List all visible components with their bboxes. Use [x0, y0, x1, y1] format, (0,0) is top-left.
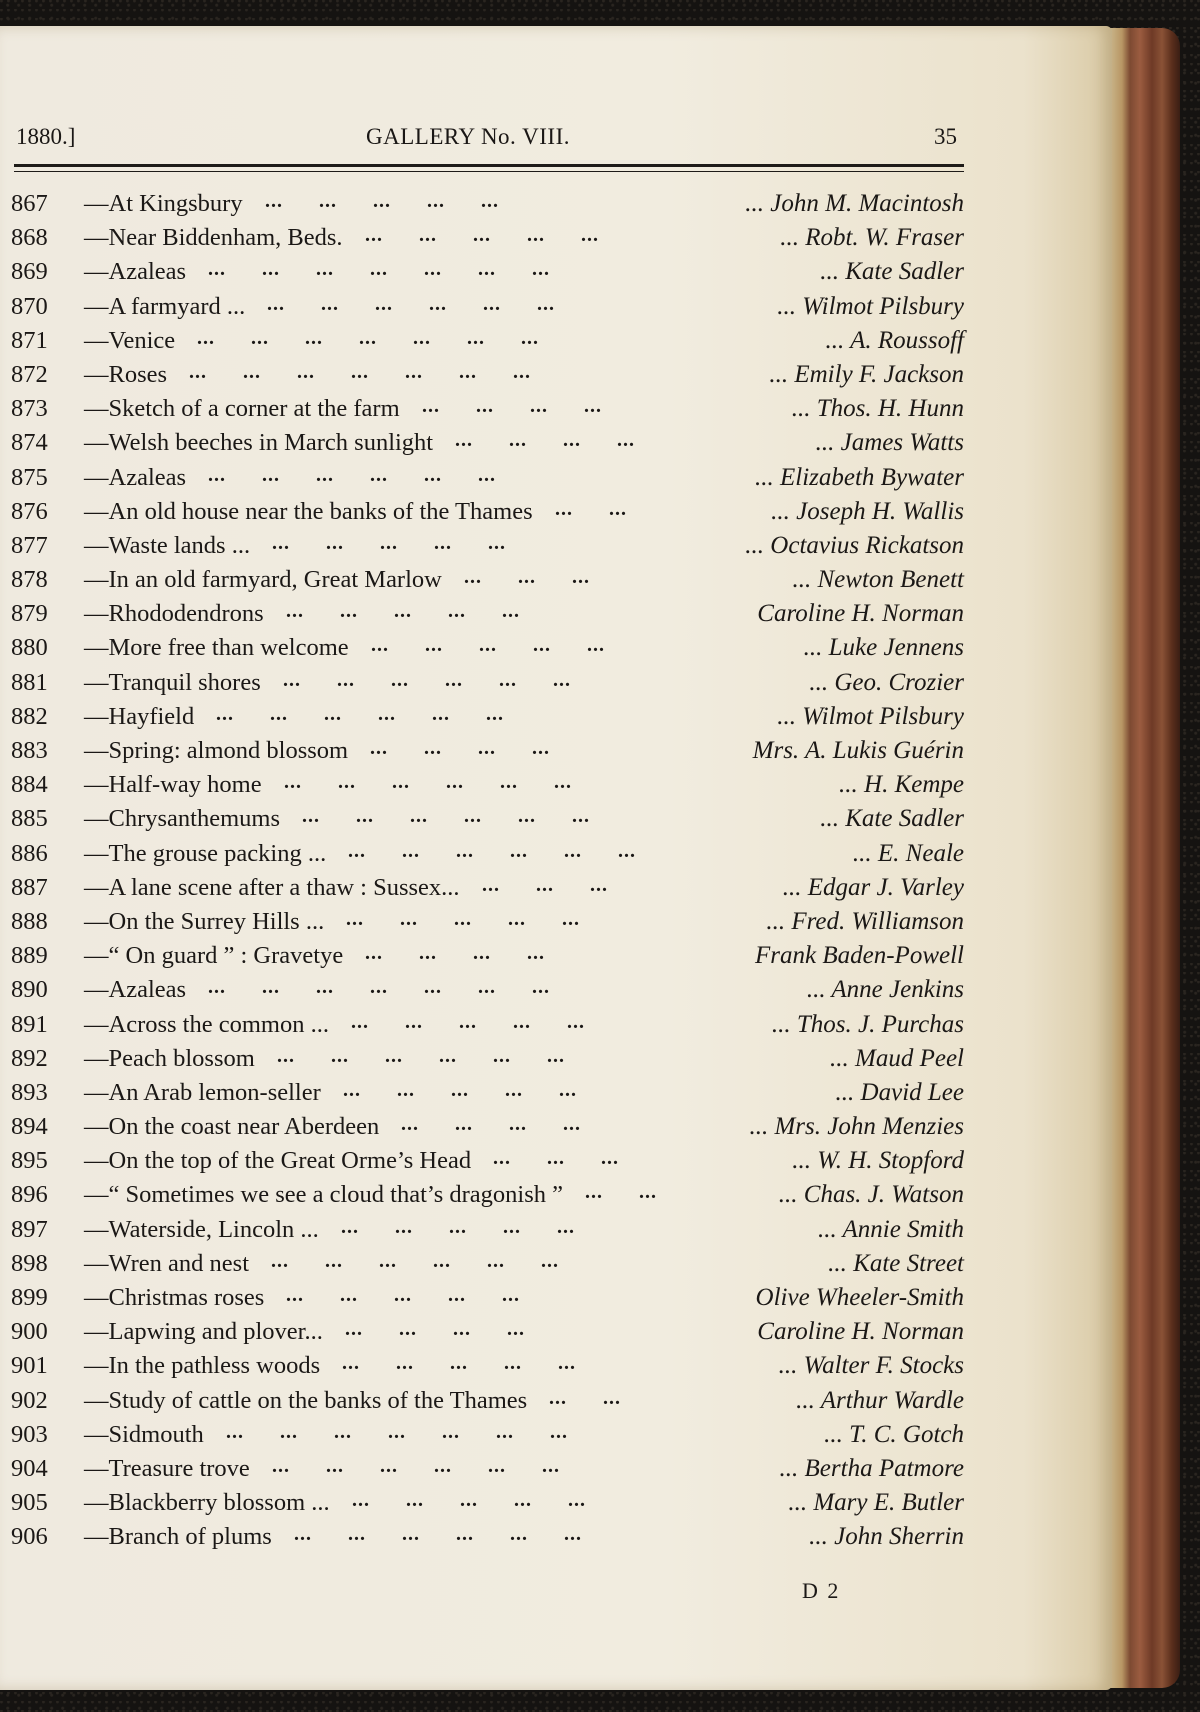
entry-number: 877 [11, 531, 48, 559]
leader-dots: ... ... ... ... ... ... [267, 292, 555, 315]
entry-number: 878 [11, 566, 48, 594]
signature-mark: D 2 [802, 1578, 841, 1603]
page-header [0, 124, 1112, 160]
catalogue-entry [0, 805, 1112, 839]
entry-artist: ... H. Kempe [839, 771, 964, 799]
catalogue-entry [0, 1352, 1112, 1386]
catalogue-entry [0, 634, 1112, 668]
entry-number: 894 [11, 1113, 48, 1141]
entry-artist: ... W. H. Stopford [792, 1147, 964, 1175]
leader-dots: ... ... ... ... ... [286, 1284, 520, 1306]
entry-title: —Sidmouth [84, 1420, 204, 1448]
entry-title: —Study of cattle on the banks of the Thames [84, 1386, 528, 1414]
leader-dots: ... ... ... ... ... [365, 224, 599, 247]
catalogue-entry [0, 908, 1112, 942]
leader-dots: ... ... ... ... [422, 395, 602, 418]
header-rule-thick [14, 164, 964, 167]
entry-artist: ... Wilmot Pilsbury [777, 702, 964, 730]
catalogue-entry [0, 464, 1112, 498]
leader-dots: ... ... ... ... ... ... [284, 771, 572, 794]
catalogue-entry [0, 566, 1112, 600]
leader-dots: ... ... ... ... ... ... [216, 702, 504, 725]
header-gallery-title: GALLERY No. VIII. [366, 124, 570, 149]
entry-artist: Caroline H. Norman [757, 600, 964, 628]
catalogue-entry [0, 976, 1112, 1010]
entry-title: —A lane scene after a thaw : Sussex... [84, 873, 460, 901]
catalogue-entry [0, 942, 1112, 976]
entry-title: —Rhododendrons [84, 600, 264, 628]
leader-dots: ... ... ... ... ... ... ... [208, 976, 550, 999]
entry-artist: ... John M. Macintosh [745, 190, 964, 217]
catalogue-entry [0, 703, 1112, 737]
entry-artist: Olive Wheeler-Smith [755, 1284, 964, 1311]
entry-artist: ... Thos. J. Purchas [771, 1010, 964, 1038]
book-page-edges [1100, 28, 1180, 1688]
entry-title: —Azaleas [84, 976, 187, 1004]
catalogue-entry [0, 429, 1112, 463]
entry-title: —“ On guard ” : Gravetye [84, 942, 344, 970]
entry-artist: Caroline H. Norman [757, 1318, 964, 1346]
entry-title: —A farmyard ... [84, 292, 246, 320]
leader-dots: ... ... ... ... ... [265, 190, 499, 212]
entry-artist: ... Arthur Wardle [796, 1386, 964, 1414]
catalogue-entry [0, 1216, 1112, 1250]
entry-title: —Branch of plums [84, 1523, 272, 1551]
catalogue-entry [0, 190, 1112, 224]
entry-artist: ... Bertha Patmore [779, 1454, 964, 1482]
entry-number: 905 [11, 1489, 48, 1517]
entry-number: 867 [11, 190, 48, 217]
leader-dots: ... ... ... ... [345, 1318, 525, 1341]
entry-title: —Azaleas [84, 463, 187, 491]
entry-artist: ... Wilmot Pilsbury [777, 292, 964, 320]
catalogue-entry [0, 1045, 1112, 1079]
entry-artist: ... Robt. W. Fraser [780, 224, 964, 252]
catalogue-entry [0, 874, 1112, 908]
leader-dots: ... ... ... ... ... [343, 1078, 577, 1101]
entry-artist: ... Luke Jennens [803, 634, 964, 662]
entry-title: —On the top of the Great Orme’s Head [84, 1147, 472, 1175]
entry-number: 904 [11, 1454, 48, 1482]
entry-number: 899 [11, 1284, 48, 1311]
entry-artist: ... Octavius Rickatson [745, 531, 964, 559]
entry-number: 874 [11, 429, 48, 457]
entry-number: 897 [11, 1215, 48, 1243]
entry-artist: ... Walter F. Stocks [778, 1352, 964, 1380]
entry-number: 879 [11, 600, 48, 628]
entry-artist: ... Kate Street [828, 1249, 964, 1277]
leader-dots: ... ... ... ... ... ... [208, 463, 496, 486]
leader-dots: ... ... ... ... ... ... ... [189, 360, 531, 383]
entry-title: —In the pathless woods [84, 1352, 321, 1380]
entry-artist: ... T. C. Gotch [824, 1420, 964, 1448]
entry-number: 882 [11, 702, 48, 730]
entry-number: 888 [11, 907, 48, 935]
entry-number: 900 [11, 1318, 48, 1346]
catalogue-entry [0, 395, 1112, 429]
entry-title: —On the Surrey Hills ... [84, 907, 325, 935]
entry-title: —On the coast near Aberdeen [84, 1113, 380, 1141]
entry-number: 884 [11, 771, 48, 799]
catalogue-entry [0, 1455, 1112, 1489]
catalogue-entry [0, 771, 1112, 805]
entry-artist: Mrs. A. Lukis Guérin [752, 737, 964, 764]
entry-number: 906 [11, 1523, 48, 1551]
catalogue-entry [0, 1250, 1112, 1284]
leader-dots: ... ... ... ... ... ... [348, 839, 636, 862]
entry-artist: Frank Baden-Powell [755, 942, 964, 970]
leader-dots: ... ... ... ... [365, 942, 545, 965]
catalogue-entry [0, 1489, 1112, 1523]
entry-artist: ... Maud Peel [830, 1044, 964, 1072]
catalogue-entry [0, 258, 1112, 292]
entry-artist: ... Kate Sadler [820, 258, 964, 286]
leader-dots: ... ... ... ... ... ... ... [226, 1420, 568, 1443]
leader-dots: ... ... ... ... ... [352, 1489, 586, 1512]
leader-dots: ... ... ... ... ... [341, 1215, 575, 1238]
catalogue-entry [0, 1523, 1112, 1557]
entry-artist: ... Emily F. Jackson [769, 360, 964, 388]
leader-dots: ... ... [555, 497, 627, 520]
catalogue-entry [0, 1079, 1112, 1113]
entry-number: 903 [11, 1420, 48, 1448]
entry-title: —Treasure trove [84, 1454, 250, 1482]
catalogue-entry [0, 498, 1112, 532]
leader-dots: ... ... ... [493, 1147, 619, 1170]
entry-number: 872 [11, 360, 48, 388]
entry-title: —Waterside, Lincoln ... [84, 1215, 319, 1243]
entry-number: 892 [11, 1044, 48, 1072]
entry-number: 883 [11, 737, 48, 764]
leader-dots: ... ... [585, 1181, 657, 1204]
leader-dots: ... ... ... ... ... [342, 1352, 576, 1375]
catalogue-entry [0, 1113, 1112, 1147]
leader-dots: ... ... ... [464, 566, 590, 589]
entry-title: —The grouse packing ... [84, 839, 327, 867]
catalogue-entry [0, 1181, 1112, 1215]
catalogue-entry [0, 361, 1112, 395]
entry-artist: ... E. Neale [852, 839, 964, 867]
entry-number: 887 [11, 873, 48, 901]
catalogue-entry [0, 1284, 1112, 1318]
header-year: 1880.] [16, 124, 76, 149]
leader-dots: ... ... ... ... ... [346, 907, 580, 930]
entry-artist: ... Newton Benett [792, 566, 964, 594]
entry-title: —Welsh beeches in March sunlight [84, 429, 434, 457]
entry-number: 870 [11, 292, 48, 320]
leader-dots: ... ... ... [482, 873, 608, 896]
entry-title: —Blackberry blossom ... [84, 1489, 330, 1517]
entry-artist: ... Joseph H. Wallis [771, 497, 964, 525]
catalogue-entry [0, 737, 1112, 771]
catalogue-entry [0, 327, 1112, 361]
leader-dots: ... ... ... ... [455, 429, 635, 452]
entry-number: 886 [11, 839, 48, 867]
catalogue-entry [0, 1011, 1112, 1045]
catalogue-entry [0, 840, 1112, 874]
entry-title: —More free than welcome [84, 634, 349, 662]
entry-number: 898 [11, 1249, 48, 1277]
catalogue-entry [0, 532, 1112, 566]
entry-number: 875 [11, 463, 48, 491]
leader-dots: ... ... ... ... ... ... [294, 1523, 582, 1546]
entry-title: —An old house near the banks of the Thames [84, 497, 533, 525]
entry-title: —Near Biddenham, Beds. [84, 224, 343, 252]
entry-number: 880 [11, 634, 48, 662]
entry-artist: ... Edgar J. Varley [782, 873, 964, 901]
catalogue-entry [0, 669, 1112, 703]
entry-title: —Christmas roses [84, 1284, 265, 1311]
entry-number: 896 [11, 1181, 48, 1209]
entry-title: —“ Sometimes we see a cloud that’s dragonish ” [84, 1181, 563, 1209]
leader-dots: ... ... ... ... ... [371, 634, 605, 657]
leader-dots: ... ... ... ... ... ... [302, 805, 590, 828]
entry-number: 885 [11, 805, 48, 833]
entry-number: 881 [11, 668, 48, 696]
entry-title: —Across the common ... [84, 1010, 329, 1038]
leader-dots: ... ... ... ... ... ... ... [197, 326, 539, 349]
leader-dots: ... ... ... ... ... ... [272, 1454, 560, 1477]
leader-dots: ... ... ... ... [401, 1113, 581, 1136]
entry-artist: ... A. Roussoff [825, 326, 964, 354]
catalogue-entry [0, 1147, 1112, 1181]
entry-title: —An Arab lemon-seller [84, 1078, 321, 1106]
entry-title: —Lapwing and plover... [84, 1318, 323, 1346]
entry-number: 889 [11, 942, 48, 970]
leader-dots: ... ... ... ... ... ... [271, 1249, 559, 1272]
entry-title: —Hayfield [84, 702, 195, 730]
entry-artist: ... Anne Jenkins [806, 976, 964, 1004]
catalogue-entry [0, 224, 1112, 258]
entry-title: —Wren and nest [84, 1249, 250, 1277]
entry-title: —Peach blossom [84, 1044, 255, 1072]
leader-dots: ... ... ... ... ... ... ... [208, 258, 550, 281]
entry-artist: ... Thos. H. Hunn [791, 395, 964, 423]
entry-artist: ... Mary E. Butler [788, 1489, 964, 1517]
entry-number: 868 [11, 224, 48, 252]
entry-number: 873 [11, 395, 48, 423]
catalogue-entry [0, 1387, 1112, 1421]
entry-artist: ... Fred. Williamson [766, 907, 964, 935]
entry-title: —At Kingsbury [84, 190, 243, 217]
leader-dots: ... ... ... ... ... ... [277, 1044, 565, 1067]
entry-title: —Tranquil shores [84, 668, 261, 696]
catalogue-entry [0, 1421, 1112, 1455]
entry-artist: ... Kate Sadler [820, 805, 964, 833]
leader-dots: ... ... ... ... ... [351, 1010, 585, 1033]
entry-number: 893 [11, 1078, 48, 1106]
entry-title: —Spring: almond blossom [84, 737, 349, 764]
entry-title: —Waste lands ... [84, 531, 251, 559]
entry-artist: ... James Watts [815, 429, 964, 457]
entry-title: —Chrysanthemums [84, 805, 280, 833]
catalogue-entry [0, 600, 1112, 634]
catalogue-entry [0, 1318, 1112, 1352]
leader-dots: ... ... ... ... [370, 737, 550, 759]
entry-number: 902 [11, 1386, 48, 1414]
entry-title: —In an old farmyard, Great Marlow [84, 566, 442, 594]
entry-number: 901 [11, 1352, 48, 1380]
entry-title: —Azaleas [84, 258, 187, 286]
leader-dots: ... ... ... ... ... [272, 531, 506, 554]
leader-dots: ... ... ... ... ... [286, 600, 520, 623]
leader-dots: ... ... [549, 1386, 621, 1409]
entry-title: —Half-way home [84, 771, 262, 799]
leader-dots: ... ... ... ... ... ... [283, 668, 571, 691]
entry-artist: ... Geo. Crozier [809, 668, 964, 696]
catalogue-entry [0, 293, 1112, 327]
catalogue-entry-list [0, 190, 1112, 1558]
entry-number: 871 [11, 326, 48, 354]
entry-number: 876 [11, 497, 48, 525]
page-number: 35 [934, 124, 957, 149]
entry-artist: ... Annie Smith [817, 1215, 964, 1243]
entry-title: —Roses [84, 360, 168, 388]
entry-artist: ... Elizabeth Bywater [755, 463, 964, 491]
entry-number: 891 [11, 1010, 48, 1038]
entry-artist: ... David Lee [835, 1078, 964, 1106]
entry-number: 869 [11, 258, 48, 286]
header-rule-thin [14, 171, 964, 172]
entry-number: 890 [11, 976, 48, 1004]
entry-artist: ... John Sherrin [809, 1523, 964, 1551]
entry-artist: ... Mrs. John Menzies [749, 1113, 964, 1141]
entry-title: —Sketch of a corner at the farm [84, 395, 400, 423]
entry-number: 895 [11, 1147, 48, 1175]
entry-artist: ... Chas. J. Watson [778, 1181, 964, 1209]
entry-title: —Venice [84, 326, 176, 354]
